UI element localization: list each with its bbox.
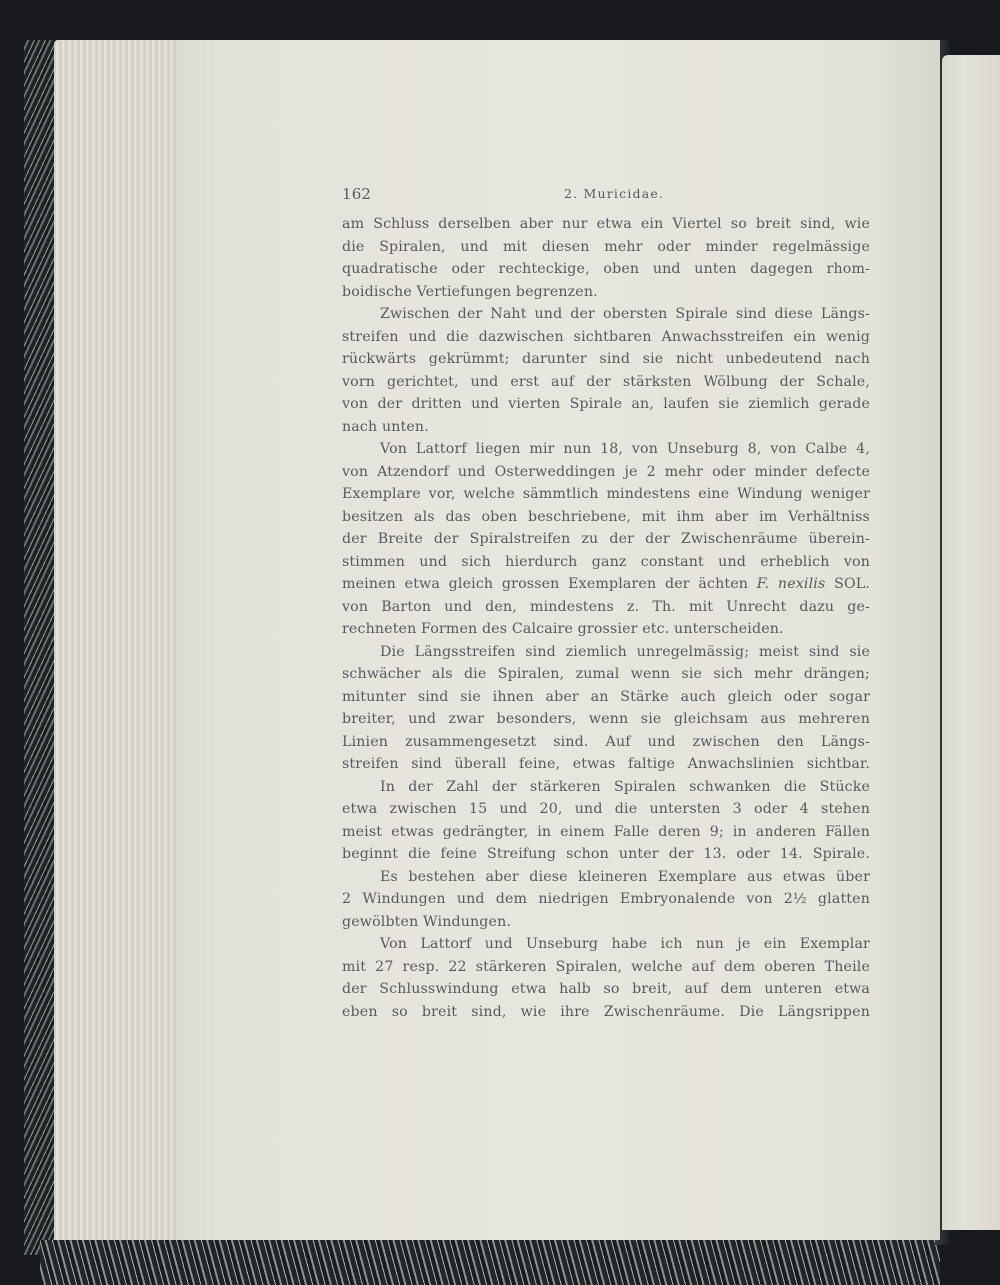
text-line: Von Lattorf und Unseburg habe ich nun je ein Exemplar [380,936,870,952]
text-line: rückwärts gekrümmt; darunter sind sie nicht unbedeutend nach [342,351,870,367]
text-line: breiter, und zwar besonders, wenn sie gleichsam aus mehreren [342,711,870,727]
text-line: von der dritten und vierten Spirale an, laufen sie ziemlich gerade [342,396,870,412]
page-text [342,185,870,1023]
text-line: mitunter sind sie ihnen aber an Stärke auch gleich oder sogar [342,688,870,705]
text-line: In der Zahl der stärkeren Spiralen schwanken die Stücke [380,778,870,795]
page-number: 162 [342,185,372,203]
text-line: rechneten Formen des Calcaire grossier etc. unterscheiden. [342,621,784,637]
text-line: gewölbten Windungen. [342,913,512,930]
text-line [342,573,870,596]
text-line: vorn gerichtet, und erst auf der stärksten Wölbung der Schale, [342,373,870,390]
text-line: 2 Windungen und dem niedrigen Embryonalende von 2½ glatten [342,891,870,907]
text-line: die Spiralen, und mit diesen mehr oder minder regelmässige [342,238,870,255]
section-title: 2. Muricidae. [564,186,665,201]
text-line: beginnt die feine Streifung schon unter der 13. oder 14. Spirale. [342,846,870,862]
page-stack-edges [54,40,179,1240]
text-line: am Schluss derselben aber nur etwa ein Viertel so breit sind, wie [342,216,870,232]
text-run: meinen etwa gleich grossen Exemplaren der ächten [342,576,757,592]
marbled-cover-bottom [40,1240,940,1285]
text-line: Von Lattorf liegen mir nun 18, von Unseburg 8, von Calbe 4, [380,441,870,457]
text-line: Zwischen der Naht und der obersten Spirale sind diese Längs- [380,306,870,322]
text-line: besitzen als das oben beschriebene, mit ihm aber im Verhältniss [342,508,870,525]
text-line: boidische Vertiefungen begrenzen. [342,283,598,300]
text-line: von Atzendorf und Osterweddingen je 2 mehr oder minder defecte [342,463,870,480]
author-abbreviation: SOL. [825,576,870,592]
text-line: streifen sind überall feine, etwas faltige Anwachslinien sichtbar. [342,756,870,772]
text-line: Exemplare vor, welche sämmtlich mindestens eine Windung weniger [342,486,870,502]
text-line: etwa zwischen 15 und 20, und die untersten 3 oder 4 stehen [342,801,870,817]
text-line: nach unten. [342,418,429,435]
text-line: streifen und die dazwischen sichtbaren Anwachsstreifen ein wenig [342,328,870,345]
species-name: F. nexilis [756,576,826,592]
text-line: mit 27 resp. 22 stärkeren Spiralen, welche auf dem oberen Theile [342,958,870,975]
text-line: Linien zusammengesetzt sind. Auf und zwischen den Längs- [342,733,870,750]
text-line: der Schlusswindung etwa halb so breit, auf dem unteren etwa [342,981,870,997]
text-line: Es bestehen aber diese kleineren Exemplare aus etwas über [380,868,870,885]
marbled-cover-left [24,40,54,1255]
facing-page-edge [942,55,1000,1230]
text-line: der Breite der Spiralstreifen zu der der Zwischenräume überein- [342,531,870,547]
text-line: Die Längsstreifen sind ziemlich unregelmässig; meist sind sie [380,643,870,660]
text-line: stimmen und sich hierdurch ganz constant und erheblich von [342,553,870,570]
running-head [342,185,870,207]
text-line: eben so breit sind, wie ihre Zwischenräume. Die Längsrippen [342,1003,870,1020]
text-line: von Barton und den, mindestens z. Th. mit Unrecht dazu ge- [342,598,870,615]
text-line: quadratische oder rechteckige, oben und unten dagegen rhom- [342,261,870,277]
text-line: schwächer als die Spiralen, zumal wenn sie sich mehr drängen; [342,666,870,682]
text-line: meist etwas gedrängter, in einem Falle deren 9; in anderen Fällen [342,823,870,840]
